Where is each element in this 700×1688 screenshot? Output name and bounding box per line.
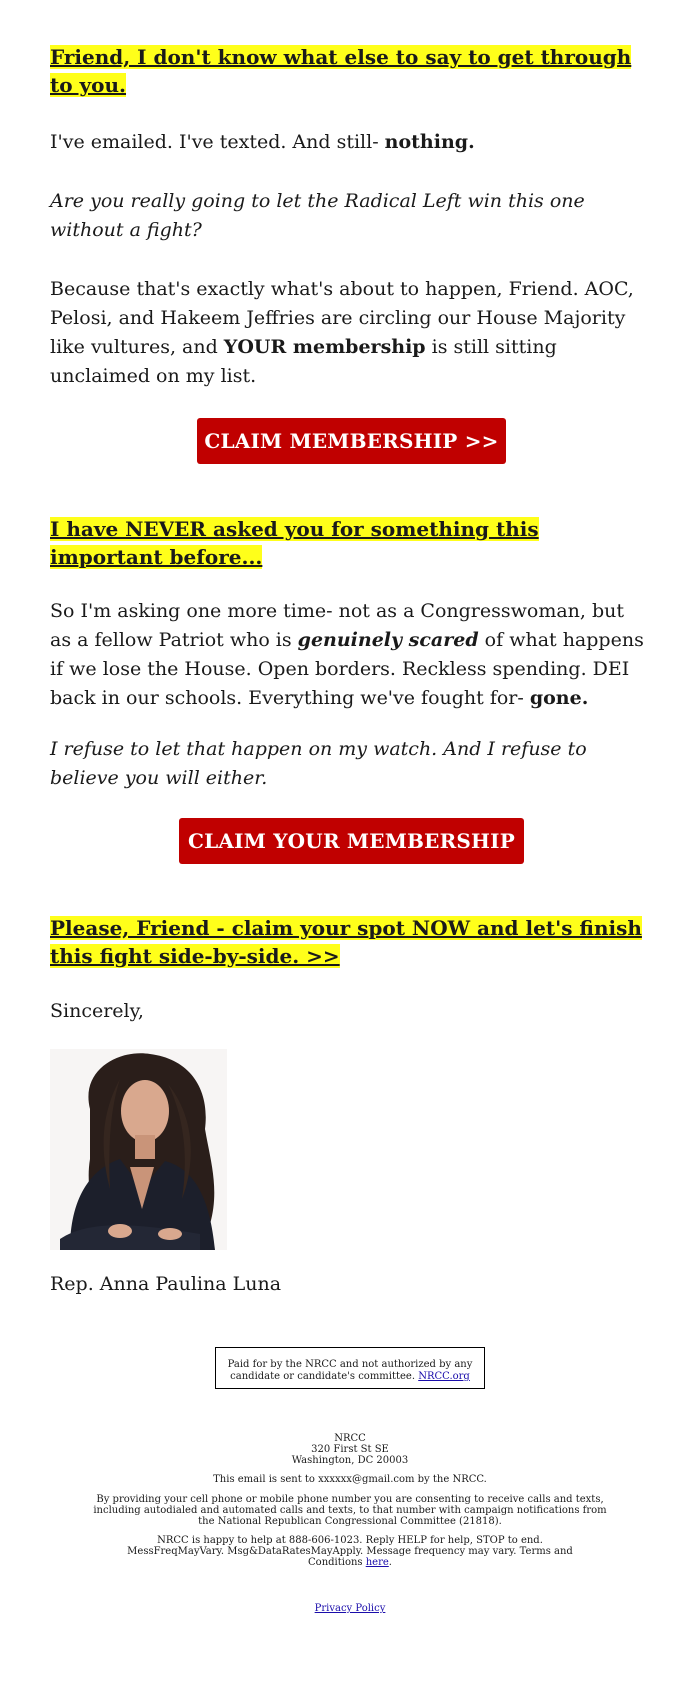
paragraph-5: I refuse to let that happen on my watch. And I refuse to believe you will either. [50,738,587,789]
footer-sent-to: This email is sent to xxxxxx@gmail.com by the NRCC. [213,1474,487,1485]
claim-your-membership-button[interactable]: CLAIM YOUR MEMBERSHIP [179,818,524,864]
paragraph-4-bold-italic: genuinely scared [297,629,479,651]
signature: Rep. Anna Paulina Luna [50,1273,282,1295]
disclaimer-text: Paid for by the NRCC and not authorized by any candidate or candidate's committee. [227,1359,473,1382]
headline-1[interactable] [50,43,640,99]
paragraph-4-bold: gone. [529,687,589,709]
privacy-policy-link[interactable]: Privacy Policy [314,1603,386,1614]
terms-link[interactable]: here [365,1557,389,1568]
portrait-illustration [50,1049,227,1250]
paragraph-1 [50,128,650,157]
footer-privacy [0,1603,700,1614]
headline-3-text[interactable]: Please, Friend - claim your spot NOW and let's finish this fight side-by-side. >> [50,916,642,968]
paragraph-3-text-end: is still sitting unclaimed on my list. [50,336,557,387]
paragraph-3-bold: YOUR membership [223,336,426,358]
portrait-photo [50,1049,227,1250]
headline-2[interactable] [50,515,640,571]
footer-help-end: . [388,1557,392,1568]
footer-org: NRCC [334,1433,366,1444]
claim-membership-button[interactable]: CLAIM MEMBERSHIP >> [197,418,506,464]
paragraph-2: Are you really going to let the Radical Left win this one without a fight? [50,190,585,241]
paragraph-4-text-end: of what happens if we lose the House. Open borders. Reckless spending. DEI back in our schools. Everything we've fought for- [50,629,644,709]
sign-off: Sincerely, [50,1000,144,1022]
footer-consent: By providing your cell phone or mobile phone number you are consenting to receive calls and texts, including autodialed and automated calls and texts, to that number with campaign notifications from the National Republican Congressional Committee (21818). [93,1494,607,1527]
paragraph-1-text: I've emailed. I've texted. And still- [50,131,385,153]
footer-help [120,1535,580,1568]
footer-address-1: 320 First St SE [311,1444,389,1455]
paragraph-1-bold: nothing. [384,131,475,153]
headline-1-text[interactable]: Friend, I don't know what else to say to get through to you. [50,45,632,97]
paragraph-3-text: Because that's exactly what's about to happen, Friend. AOC, Pelosi, and Hakeem Jeffries are circling our House Majority like vultures, and [50,278,634,358]
paragraph-4 [50,597,650,713]
footer-address-2: Washington, DC 20003 [291,1455,409,1466]
paragraph-3 [50,275,650,391]
paid-for-disclaimer [215,1347,485,1389]
nrcc-link[interactable]: NRCC.org [418,1371,470,1382]
headline-2-text[interactable]: I have NEVER asked you for something this important before... [50,517,539,569]
paragraph-4-text: So I'm asking one more time- not as a Congresswoman, but as a fellow Patriot who is [50,600,625,651]
footer-help-text: NRCC is happy to help at 888-606-1023. Reply HELP for help, STOP to end. MessFreqMayVary. Msg&DataRatesMayApply. Message frequency may vary. Terms and Conditions [127,1535,573,1568]
headline-3[interactable] [50,914,650,970]
